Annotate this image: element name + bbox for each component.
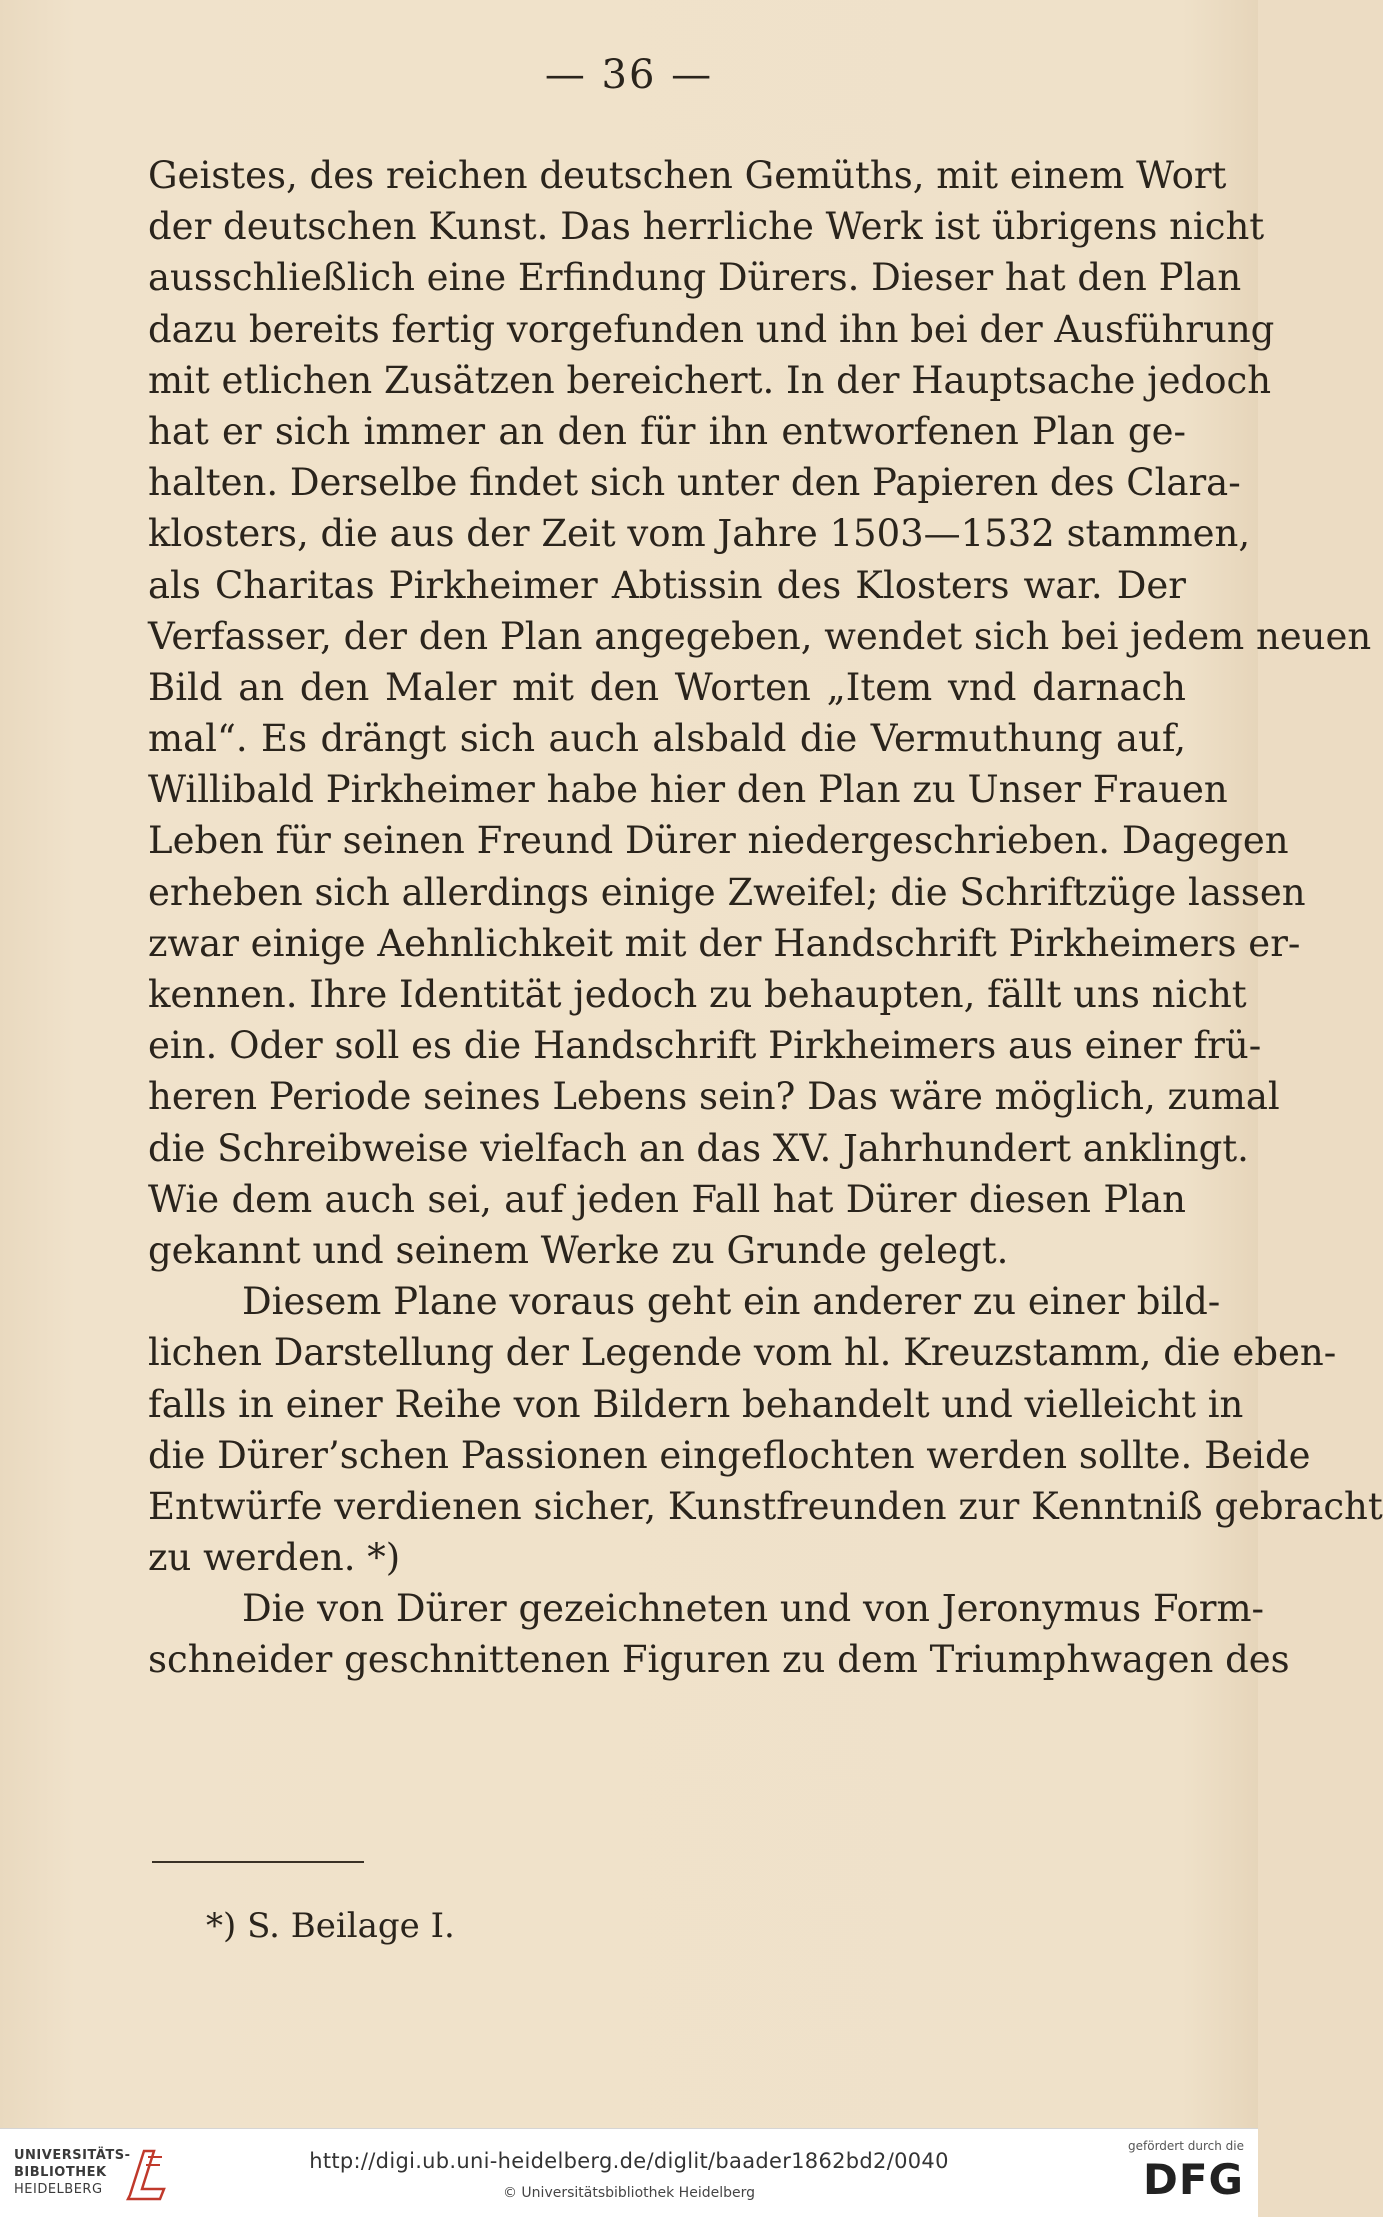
text-line: Die von Dürer gezeichneten und von Jeronymus Form-: [242, 1587, 1265, 1631]
text-line: mit etlichen Zusätzen bereichert. In der Hauptsache jedoch: [148, 358, 1272, 402]
body-text: [148, 150, 1383, 1686]
text-line: falls in einer Reihe von Bildern behandelt und vielleicht in: [148, 1382, 1244, 1426]
text-line: mal“. Es drängt sich auch alsbald die Vermuthung auf,: [148, 717, 1186, 761]
text-line: Verfasser, der den Plan angegeben, wendet sich bei jedem neuen: [148, 614, 1372, 658]
page-number: — 36 —: [544, 52, 714, 98]
text-line: Wie dem auch sei, auf jeden Fall hat Dürer diesen Plan: [148, 1177, 1186, 1221]
text-line: heren Periode seines Lebens sein? Das wäre möglich, zumal: [148, 1075, 1280, 1119]
copyright-notice: © Universitätsbibliothek Heidelberg: [502, 2185, 755, 2201]
library-name-line: HEIDELBERG: [14, 2182, 103, 2197]
dfg-logo: DFG: [1142, 2155, 1244, 2204]
text-line: hat er sich immer an den für ihn entworfenen Plan ge-: [148, 409, 1186, 453]
text-line: lichen Darstellung der Legende vom hl. Kreuzstamm, die eben-: [148, 1331, 1337, 1375]
text-line: Diesem Plane voraus geht ein anderer zu einer bild-: [242, 1280, 1221, 1324]
library-name-line: UNIVERSITÄTS-: [14, 2148, 131, 2163]
text-line: halten. Derselbe findet sich unter den Papieren des Clara-: [148, 461, 1241, 505]
library-name-line: BIBLIOTHEK: [14, 2165, 107, 2180]
viewer-footer: [0, 2128, 1258, 2217]
text-line: als Charitas Pirkheimer Abtissin des Klosters war. Der: [148, 563, 1186, 607]
text-line: der deutschen Kunst. Das herrliche Werk ist übrigens nicht: [148, 205, 1265, 249]
text-line: dazu bereits fertig vorgefunden und ihn bei der Ausführung: [148, 307, 1275, 351]
text-line: zwar einige Aehnlichkeit mit der Handschrift Pirkheimers er-: [148, 921, 1301, 965]
text-line: kennen. Ihre Identität jedoch zu behaupten, fällt uns nicht: [148, 973, 1247, 1016]
text-line: klosters, die aus der Zeit vom Jahre 1503—1532 stammen,: [148, 512, 1251, 556]
text-line: ausschließlich eine Erfindung Dürers. Dieser hat den Plan: [148, 256, 1242, 300]
text-line: Bild an den Maler mit den Worten „Item vnd darnach: [148, 665, 1186, 709]
footnote: *) S. Beilage I.: [206, 1906, 455, 1946]
text-line: ein. Oder soll es die Handschrift Pirkheimers aus einer frü-: [148, 1024, 1262, 1068]
text-line: schneider geschnittenen Figuren zu dem Triumphwagen des: [148, 1638, 1290, 1682]
text-line: Leben für seinen Freund Dürer niedergeschrieben. Dagegen: [148, 819, 1289, 863]
permalink-url[interactable]: http://digi.ub.uni-heidelberg.de/diglit/baader1862bd2/0040: [309, 2149, 949, 2173]
text-line: erheben sich allerdings einige Zweifel; die Schriftzüge lassen: [148, 870, 1306, 914]
text-line: Willibald Pirkheimer habe hier den Plan zu Unser Frauen: [148, 768, 1228, 812]
text-line: die Dürer’schen Passionen eingeflochten werden sollte. Beide: [148, 1433, 1311, 1477]
text-line: zu werden. *): [148, 1536, 401, 1580]
funding-caption: gefördert durch die: [1128, 2139, 1244, 2153]
text-line: gekannt und seinem Werke zu Grunde gelegt.: [148, 1228, 1009, 1272]
text-line: Geistes, des reichen deutschen Gemüths, mit einem Wort: [148, 154, 1227, 197]
text-line: die Schreibweise vielfach an das XV. Jahrhundert anklingt.: [148, 1126, 1249, 1170]
footnote-divider: [152, 1861, 364, 1863]
text-line: Entwürfe verdienen sicher, Kunstfreunden zur Kenntniß gebracht: [148, 1484, 1383, 1528]
